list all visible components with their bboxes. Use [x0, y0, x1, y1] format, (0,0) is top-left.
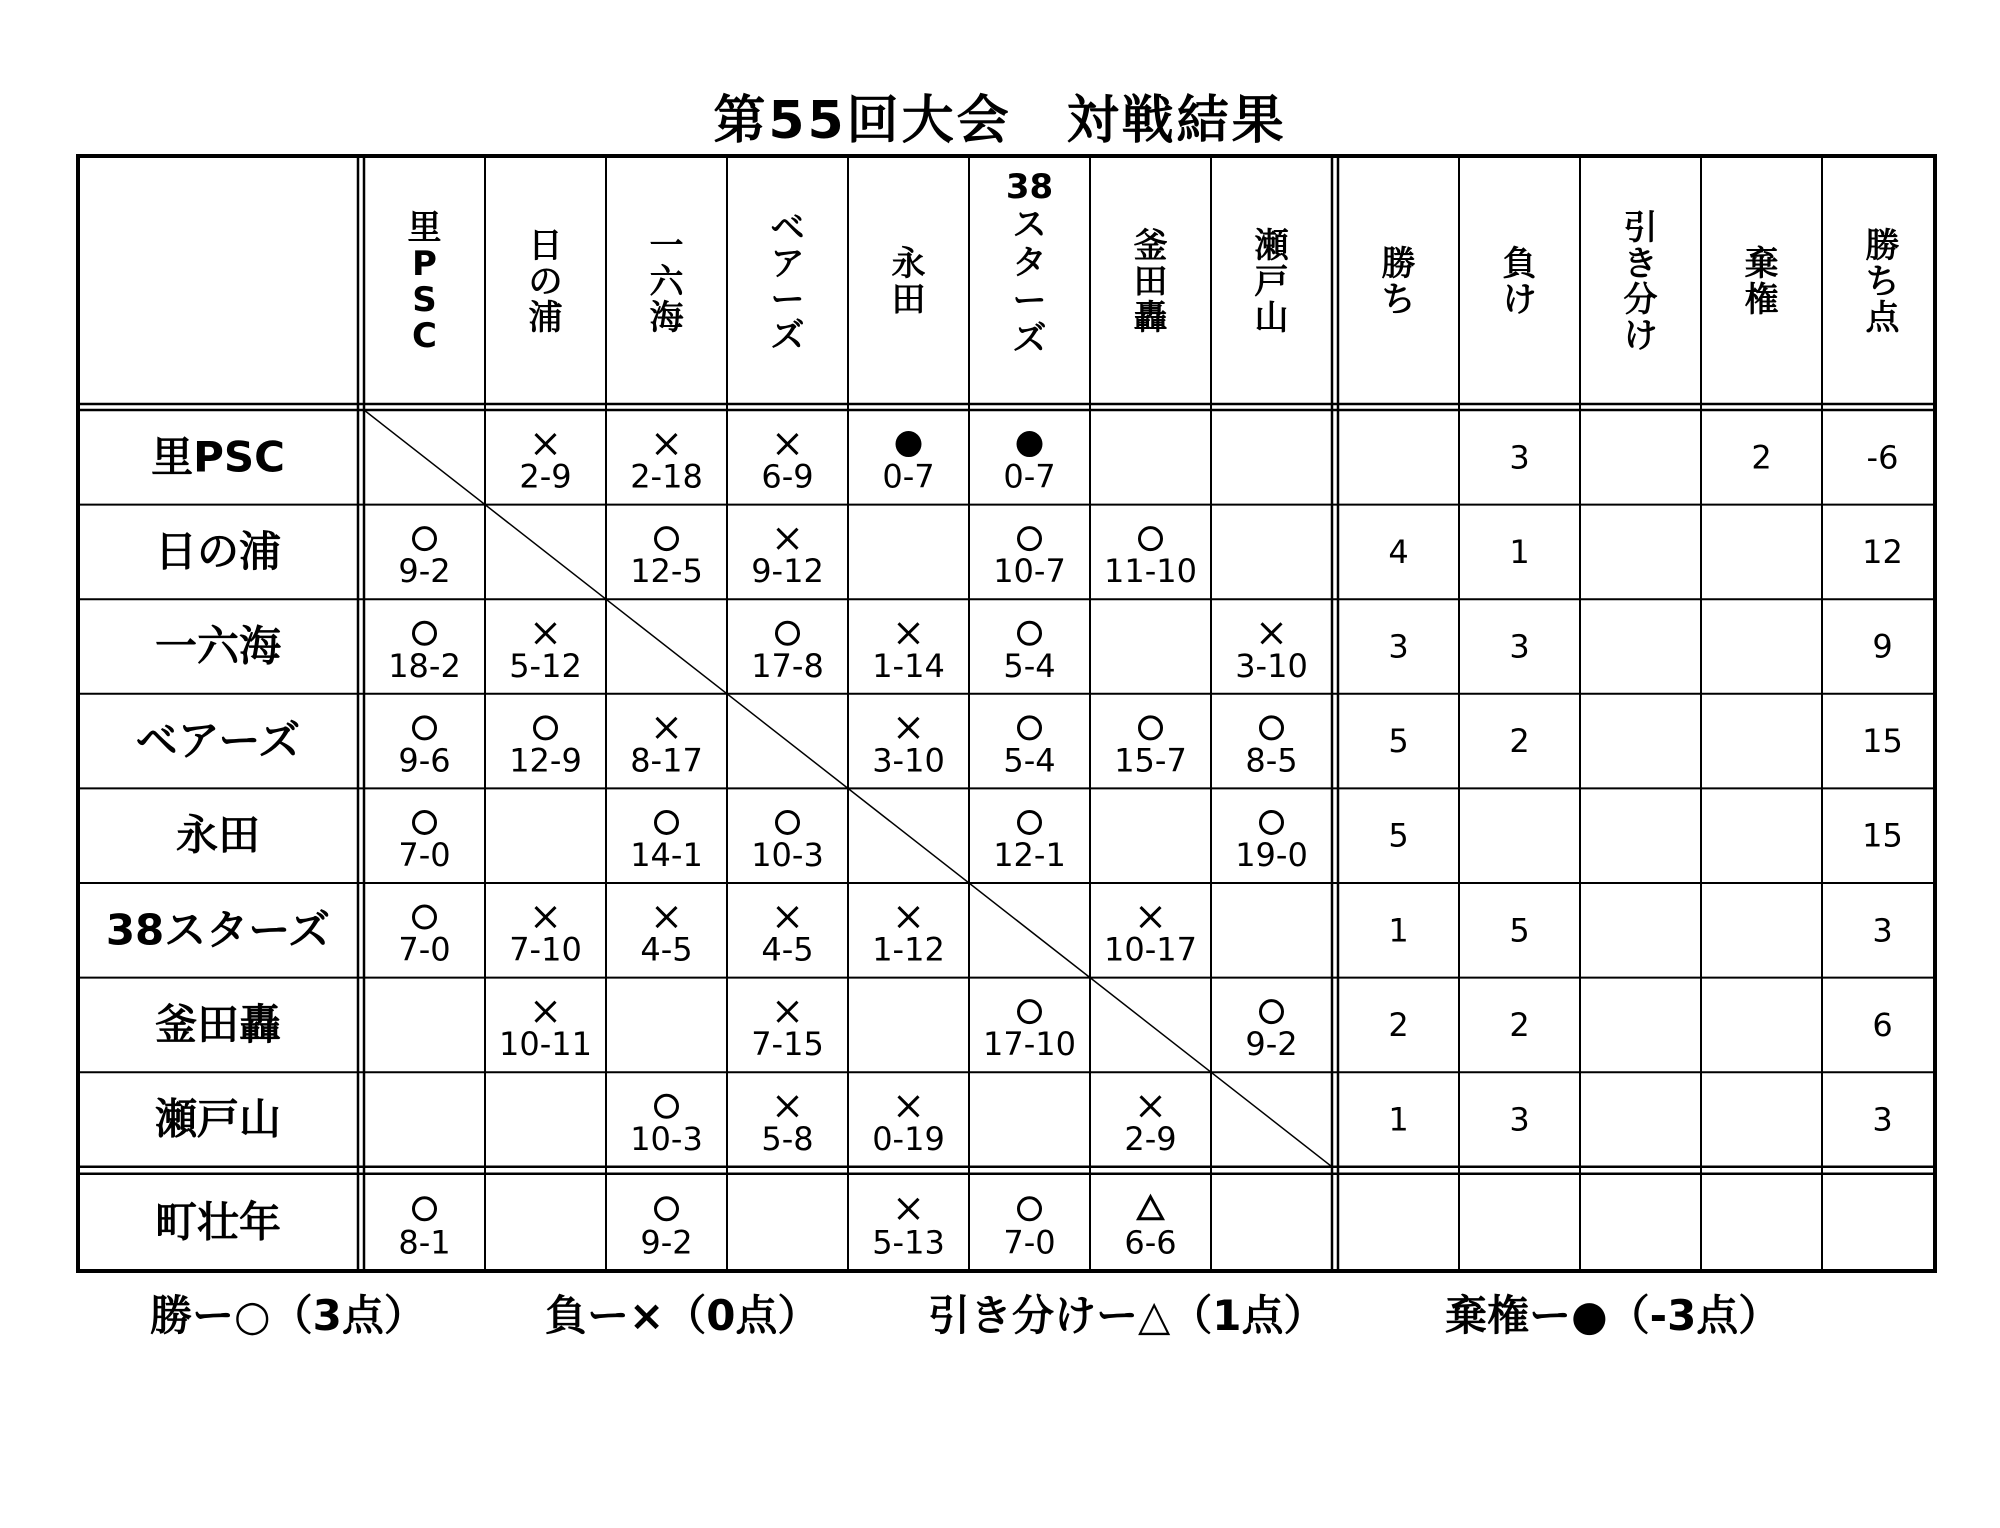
stat-header-0: [1382, 244, 1416, 320]
forfeit-mark: [1017, 431, 1043, 457]
team-header-char: の: [528, 262, 563, 302]
win-mark: [1140, 528, 1162, 550]
stat-header-char: 勝: [1381, 244, 1416, 284]
win-mark: [777, 811, 799, 833]
page-title: 第55回大会 対戦結果: [713, 91, 1287, 151]
match-score: 4-5: [640, 930, 693, 969]
team-header-5: [1006, 167, 1053, 359]
loss-mark: [778, 434, 798, 454]
win-mark: [1261, 1001, 1283, 1023]
match-score: 11-10: [1104, 552, 1197, 591]
team-row-0-name: 里PSC: [151, 432, 285, 482]
stat-header-char: 引: [1623, 208, 1658, 248]
match-score: 0-7: [882, 457, 935, 496]
win-mark: [1140, 717, 1162, 739]
team-row-5-name: 38スターズ: [105, 905, 331, 955]
stat-value: 6: [1872, 1005, 1893, 1044]
stat-value: 3: [1509, 1100, 1530, 1139]
match-score: 19-0: [1235, 835, 1308, 874]
stat-value: 2: [1751, 438, 1772, 477]
loss-mark: [657, 434, 677, 454]
team-header-char: 永: [891, 244, 926, 284]
win-mark: [414, 622, 436, 644]
legend: [150, 1283, 1950, 1343]
draw-mark: [1139, 1197, 1163, 1219]
match-score: 9-12: [751, 552, 824, 591]
stat-value: 5: [1509, 911, 1530, 950]
team-header-char: P: [412, 244, 437, 284]
team-header-char: 六: [649, 262, 684, 302]
stat-header-char: 負: [1502, 244, 1537, 284]
loss-mark: [899, 907, 919, 927]
win-mark: [414, 528, 436, 550]
match-score: 8-1: [398, 1223, 451, 1262]
match-score: 7-0: [1003, 1223, 1056, 1262]
team-header-char: 日: [528, 226, 563, 266]
stat-value: 2: [1509, 1005, 1530, 1044]
match-score: 0-19: [872, 1119, 945, 1158]
match-score: 7-0: [398, 930, 451, 969]
stat-value: 4: [1388, 532, 1409, 571]
stat-value: 3: [1388, 627, 1409, 666]
stat-value: 9: [1872, 627, 1893, 666]
stat-header-4: [1866, 226, 1901, 338]
stat-header-char: ち: [1381, 280, 1416, 320]
win-mark: [414, 717, 436, 739]
stat-value: 15: [1862, 722, 1903, 761]
match-score: 10-17: [1104, 930, 1197, 969]
team-header-char: 一: [649, 226, 684, 266]
match-score: 10-11: [499, 1025, 592, 1064]
team-header-char: 戸: [1254, 262, 1289, 302]
win-mark: [1019, 1001, 1041, 1023]
win-mark: [1261, 811, 1283, 833]
team-header-char: ベ: [770, 208, 805, 248]
stat-value: 15: [1862, 816, 1903, 855]
stat-header-char: 勝: [1865, 226, 1900, 266]
win-mark: [656, 1095, 678, 1117]
team-header-char: 田: [891, 280, 926, 320]
forfeit-mark: [896, 431, 922, 457]
loss-mark: [899, 623, 919, 643]
match-score: 8-17: [630, 741, 703, 780]
legend-loss: 負ー×（0点）: [545, 1291, 820, 1340]
stat-header-char: 権: [1744, 280, 1779, 320]
match-score: 2-9: [519, 457, 572, 496]
stat-value: 12: [1862, 532, 1903, 571]
team-header-char: 山: [1254, 298, 1289, 338]
match-score: 17-8: [751, 646, 824, 685]
team-row-2-name: 一六海: [154, 621, 282, 671]
match-score: 6-6: [1124, 1223, 1177, 1262]
match-score: 1-14: [872, 646, 945, 685]
stat-header-char: 棄: [1744, 244, 1779, 284]
win-mark: [1019, 528, 1041, 550]
win-mark: [1019, 811, 1041, 833]
stat-value: 5: [1388, 816, 1409, 855]
match-score: 5-12: [509, 646, 582, 685]
team-row-7-name: 瀬戸山: [154, 1094, 282, 1144]
stat-header-char: ち: [1865, 262, 1900, 302]
stat-value: 5: [1388, 722, 1409, 761]
loss-mark: [778, 907, 798, 927]
match-score: 9-2: [640, 1223, 693, 1262]
team-header-char: 浦: [528, 298, 563, 338]
stat-value: 3: [1872, 1100, 1893, 1139]
stat-header-char: き: [1623, 244, 1658, 284]
team-header-7: [1255, 226, 1290, 338]
win-mark: [414, 811, 436, 833]
match-score: 10-3: [751, 835, 824, 874]
match-score: 1-12: [872, 930, 945, 969]
stat-value: 3: [1509, 627, 1530, 666]
team-header-char: ー: [770, 280, 805, 320]
match-score: 12-5: [630, 552, 703, 591]
loss-mark: [899, 718, 919, 738]
match-score: 3-10: [1235, 646, 1308, 685]
match-score: 9-2: [398, 552, 451, 591]
loss-mark: [899, 1096, 919, 1116]
match-score: 12-9: [509, 741, 582, 780]
win-mark: [1261, 717, 1283, 739]
match-score: 3-10: [872, 741, 945, 780]
loss-mark: [536, 1002, 556, 1022]
team-header-2: [650, 226, 685, 338]
match-score: 7-10: [509, 930, 582, 969]
team-header-3: [771, 208, 805, 356]
loss-mark: [899, 1199, 919, 1219]
team-row-4-name: 永田: [175, 810, 261, 860]
team-row-1-name: 日の浦: [154, 526, 282, 576]
stat-header-char: 点: [1865, 298, 1900, 338]
team-header-4: [892, 244, 926, 320]
win-mark: [414, 1198, 436, 1220]
win-mark: [1019, 622, 1041, 644]
win-mark: [1019, 717, 1041, 739]
legend-win: 勝ー○（3点）: [150, 1291, 426, 1340]
team-header-char: ズ: [770, 316, 805, 356]
team-header-char: C: [412, 316, 437, 356]
match-score: 14-1: [630, 835, 703, 874]
stat-value: 3: [1509, 438, 1530, 477]
team-header-char: ア: [770, 244, 805, 284]
stat-value: 1: [1388, 1100, 1409, 1139]
win-mark: [535, 717, 557, 739]
team-header-char: 海: [649, 298, 684, 338]
legend-draw: 引き分けー△（1点）: [928, 1291, 1326, 1340]
team-header-char: 38: [1005, 167, 1054, 207]
stat-value: 2: [1388, 1005, 1409, 1044]
match-score: 5-8: [761, 1119, 814, 1158]
stat-value: 1: [1509, 532, 1530, 571]
match-score: 6-9: [761, 457, 814, 496]
team-header-char: 里: [407, 208, 442, 248]
match-score: 18-2: [388, 646, 461, 685]
stat-value: 3: [1872, 911, 1893, 950]
match-score: 10-3: [630, 1119, 703, 1158]
match-score: 12-1: [993, 835, 1066, 874]
stat-value: 1: [1388, 911, 1409, 950]
loss-mark: [1141, 907, 1161, 927]
match-score: 5-4: [1003, 741, 1056, 780]
loss-mark: [657, 907, 677, 927]
team-header-char: ズ: [1012, 319, 1047, 359]
legend-forfeit: 棄権ー●（-3点）: [1445, 1291, 1781, 1340]
stat-value: -6: [1866, 438, 1899, 477]
loss-mark: [536, 907, 556, 927]
team-header-char: 瀬: [1254, 226, 1289, 266]
team-header-0: [408, 208, 442, 356]
stat-header-1: [1503, 244, 1539, 320]
team-header-char: ス: [1012, 205, 1047, 245]
team-header-char: タ: [1012, 243, 1047, 283]
team-header-char: 釜: [1133, 226, 1168, 266]
match-score: 7-15: [751, 1025, 824, 1064]
stat-header-char: 分: [1623, 280, 1658, 320]
match-score: 2-9: [1124, 1119, 1177, 1158]
team-header-6: [1134, 226, 1168, 338]
extra-row-name: 町壮年: [154, 1197, 282, 1247]
match-score: 9-6: [398, 741, 451, 780]
win-mark: [656, 811, 678, 833]
win-mark: [656, 1198, 678, 1220]
team-header-1: [529, 226, 563, 338]
win-mark: [656, 528, 678, 550]
team-header-char: 轟: [1133, 298, 1168, 338]
loss-mark: [778, 1002, 798, 1022]
loss-mark: [1141, 1096, 1161, 1116]
loss-mark: [1262, 623, 1282, 643]
stat-header-char: け: [1502, 280, 1537, 320]
win-mark: [1019, 1198, 1041, 1220]
loss-mark: [778, 1096, 798, 1116]
stat-header-2: [1624, 208, 1658, 356]
win-mark: [777, 622, 799, 644]
loss-mark: [657, 718, 677, 738]
match-score: 15-7: [1114, 741, 1187, 780]
match-score: 5-13: [872, 1223, 945, 1262]
match-score: 0-7: [1003, 457, 1056, 496]
loss-mark: [778, 529, 798, 549]
team-header-char: S: [412, 280, 437, 320]
match-score: 2-18: [630, 457, 703, 496]
team-header-char: ー: [1012, 281, 1047, 321]
match-score: 4-5: [761, 930, 814, 969]
stat-header-char: け: [1623, 316, 1658, 356]
team-header-char: 田: [1133, 262, 1168, 302]
win-mark: [414, 906, 436, 928]
match-score: 5-4: [1003, 646, 1056, 685]
match-score: 7-0: [398, 835, 451, 874]
stat-value: 2: [1509, 722, 1530, 761]
match-score: 17-10: [983, 1025, 1076, 1064]
stat-header-3: [1745, 244, 1779, 320]
match-score: 10-7: [993, 552, 1066, 591]
loss-mark: [536, 434, 556, 454]
match-score: 8-5: [1245, 741, 1298, 780]
match-score: 9-2: [1245, 1025, 1298, 1064]
team-row-6-name: 釜田轟: [154, 999, 282, 1049]
team-row-3-name: ベアーズ: [135, 716, 301, 766]
loss-mark: [536, 623, 556, 643]
